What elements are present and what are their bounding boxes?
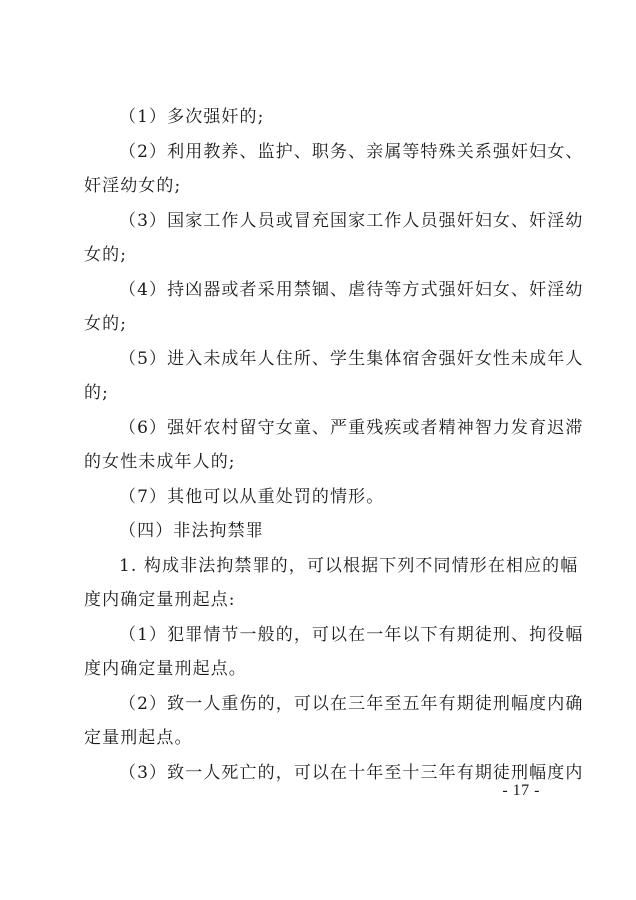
text-line: 度内确定量刑起点。 bbox=[84, 659, 247, 679]
text-line: （7）其他可以从重处罚的情形。 bbox=[119, 486, 385, 507]
text-line: （2）致一人重伤的，可以在三年至五年有期徒刑幅度内确 bbox=[119, 693, 584, 714]
text-line: 度内确定量刑起点: bbox=[84, 590, 236, 610]
text-line: 女的; bbox=[84, 245, 128, 265]
text-line: （3）致一人死亡的，可以在十年至十三年有期徒刑幅度内 bbox=[119, 762, 584, 783]
text-line: 定量刑起点。 bbox=[84, 728, 193, 748]
document-body bbox=[84, 100, 584, 790]
text-line: 奸淫幼女的; bbox=[84, 176, 182, 196]
section-heading: （四）非法拘禁罪 bbox=[119, 521, 264, 541]
text-line: 1. 构成非法拘禁罪的，可以根据下列不同情形在相应的幅 bbox=[119, 555, 579, 576]
text-line: 的; bbox=[84, 383, 109, 403]
text-line: （6）强奸农村留守女童、严重残疾或者精神智力发育迟滞 bbox=[119, 417, 584, 438]
text-line: 的女性未成年人的; bbox=[84, 452, 236, 472]
text-line: （3）国家工作人员或冒充国家工作人员强奸妇女、奸淫幼 bbox=[119, 210, 584, 231]
text-line: （1）多次强奸的; bbox=[119, 107, 265, 127]
text-line: （5）进入未成年人住所、学生集体宿舍强奸女性未成年人 bbox=[119, 348, 584, 369]
text-line: （2）利用教养、监护、职务、亲属等特殊关系强奸妇女、 bbox=[119, 141, 584, 162]
page-number: - 17 - bbox=[502, 782, 540, 799]
text-line: （1）犯罪情节一般的，可以在一年以下有期徒刑、拘役幅 bbox=[119, 624, 584, 645]
text-line: 女的; bbox=[84, 314, 128, 334]
text-line: （4）持凶器或者采用禁锢、虐待等方式强奸妇女、奸淫幼 bbox=[119, 279, 584, 300]
